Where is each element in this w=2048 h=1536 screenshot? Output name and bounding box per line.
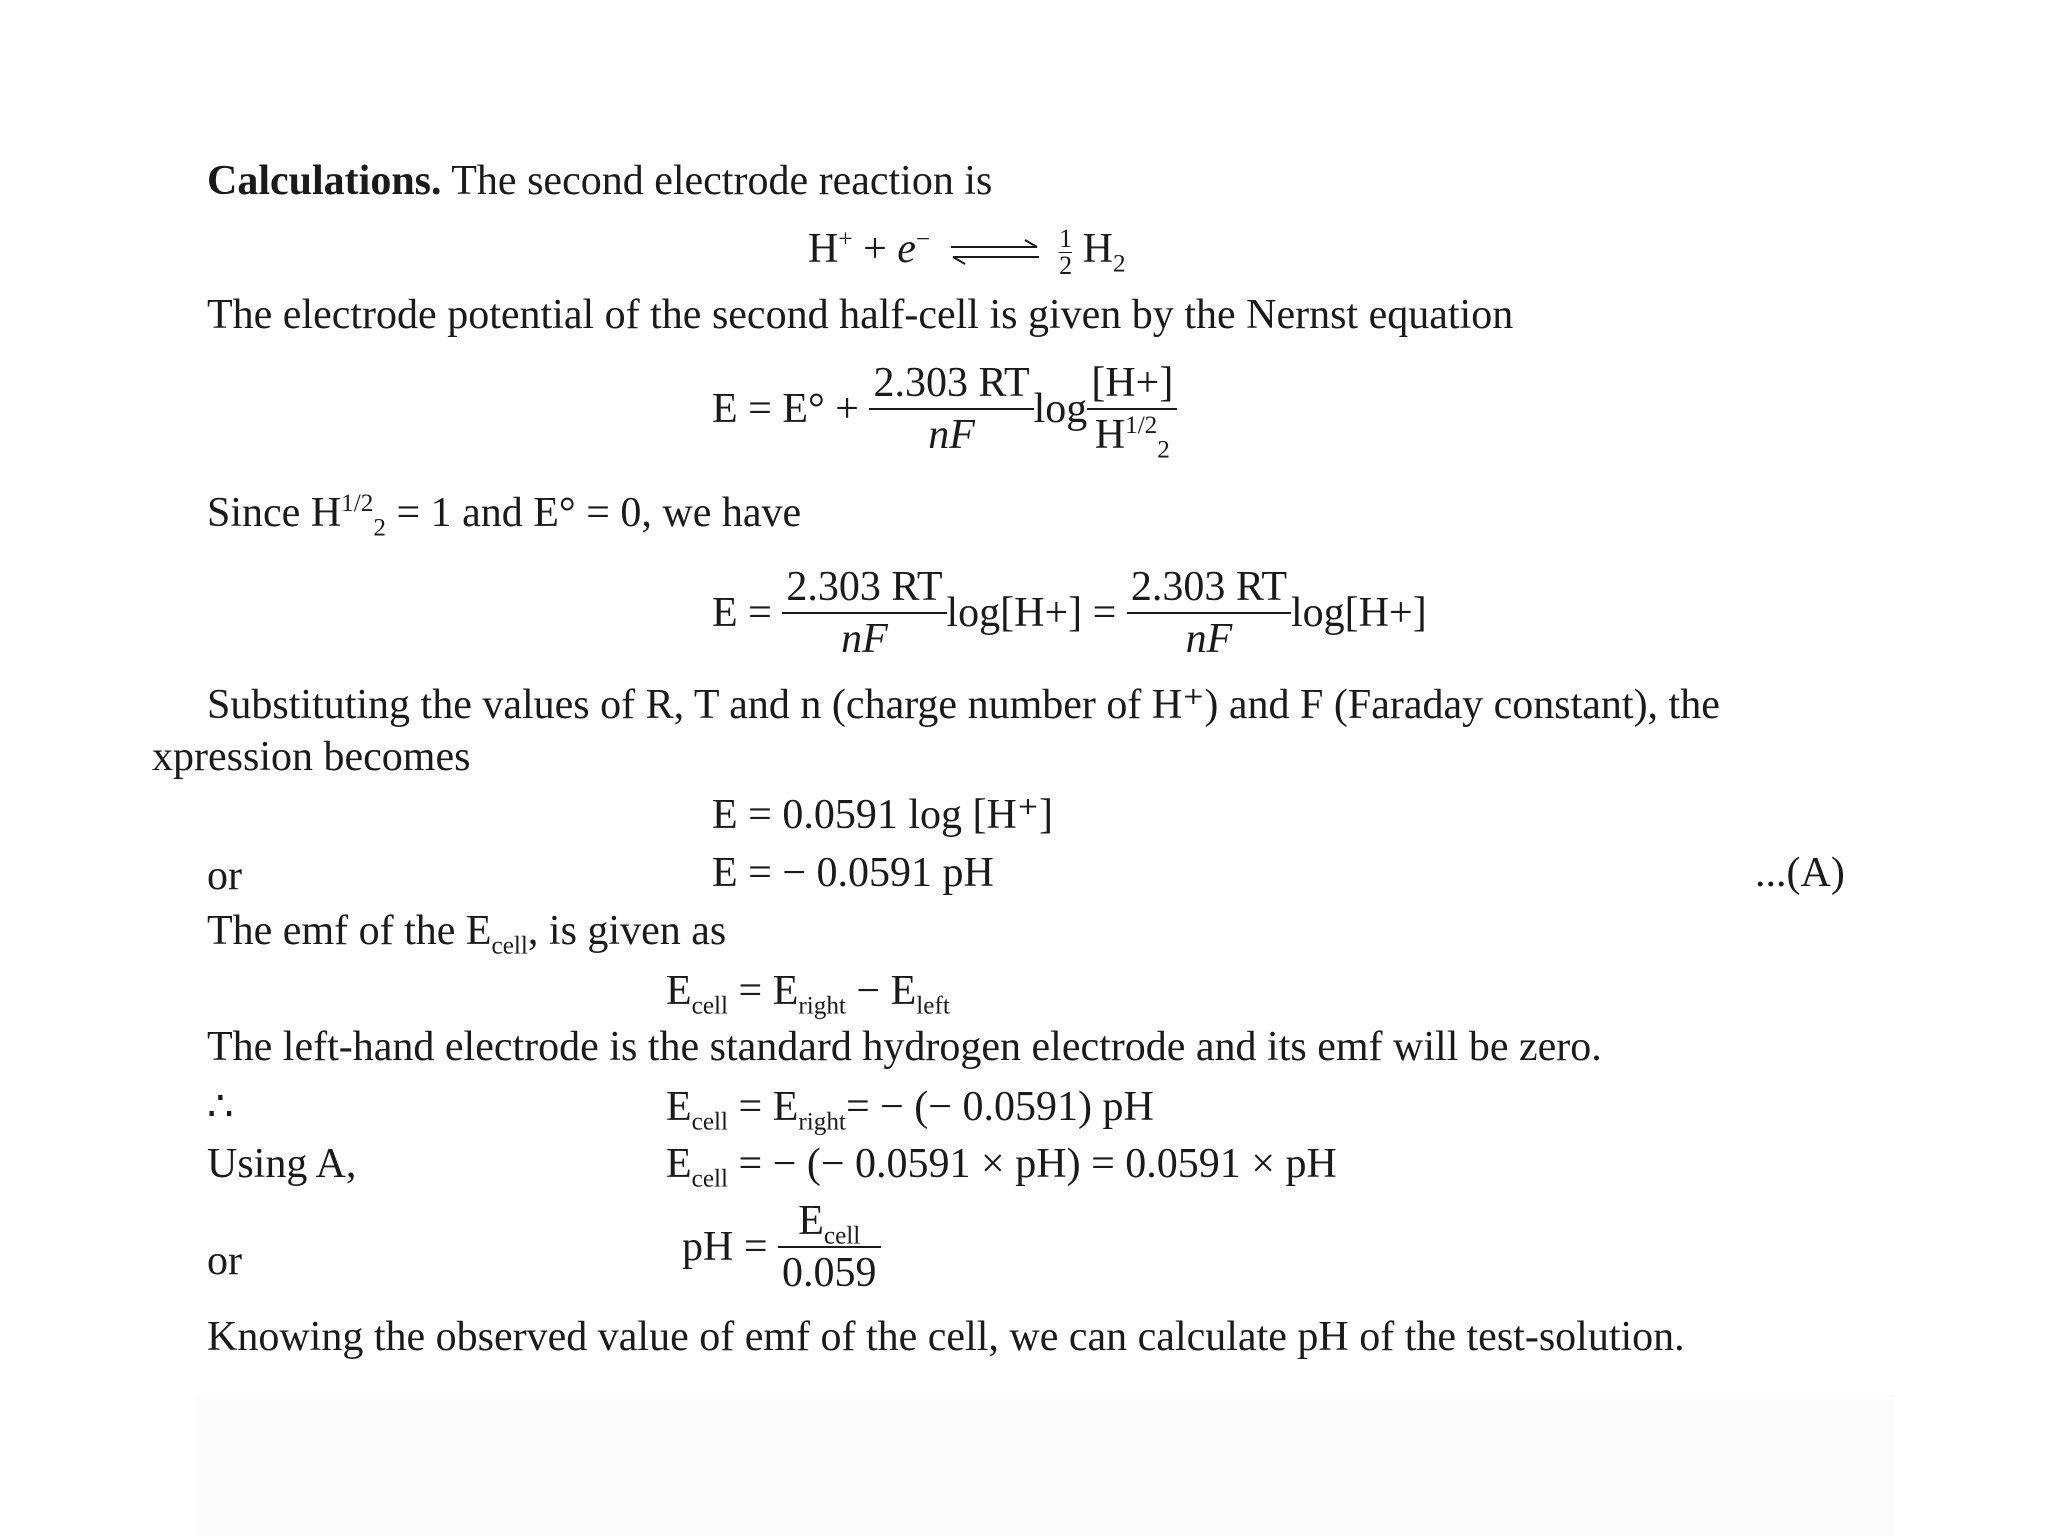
ecell-definition: $E_{cell} = E_{right} - E_{left}$: [666, 968, 950, 1020]
calculations-text: The second electrode reaction is: [451, 158, 993, 204]
substitution-line-2: xpression becomes: [152, 734, 471, 780]
simplified-nernst-equation: E = $\frac{2.303 RT}{nF}$ log[H+] = $\frac{2.303 RT}{nF}$ log[H+]: [712, 564, 1427, 662]
left-hand-electrode-line: The left-hand electrode is the standard hydrogen electrode and its emf will be zero.: [207, 1024, 1602, 1070]
equation-e-ph: E = − 0.0591 pH: [712, 850, 994, 896]
therefore-symbol: ∴: [207, 1084, 234, 1130]
equation-tag-a: ...(A): [1755, 850, 1845, 896]
substitution-line-1: Substituting the values of R, T and n (charge number of H⁺) and F (Faraday constant), the: [207, 682, 1720, 728]
using-a-label: Using A,: [207, 1141, 357, 1187]
or-label-1: or: [207, 853, 242, 899]
emf-line: The emf of the $E_{cell}$, is given as: [207, 908, 727, 960]
calculations-heading: Calculations.: [207, 158, 442, 204]
or-label-2: or: [207, 1238, 242, 1284]
log-argument-fraction: $\frac{[H+]}{H^{1/2}_2}$: [1087, 362, 1177, 456]
ecell-ph-equation: $E_{cell}$ = − (− 0.0591 × pH) = 0.0591 × pH: [666, 1141, 1337, 1193]
page-background: [195, 1395, 1895, 1536]
ph-fraction: $\frac{E_{cell}}{0.059}$: [778, 1200, 881, 1294]
calculations-line: [207, 160, 992, 202]
equation-e-log: E = 0.0591 log [H⁺]: [712, 792, 1053, 838]
nernst-intro-line: The electrode potential of the second half-cell is given by the Nernst equation: [207, 292, 1514, 338]
nernst-fraction: $\frac{2.303 RT}{nF}$: [869, 362, 1033, 456]
conclusion-line: Knowing the observed value of emf of the cell, we can calculate pH of the test-solution.: [207, 1314, 1685, 1360]
equilibrium-arrow-icon: [949, 232, 1041, 274]
ecell-right-equation: $E_{cell} = E_{right}=$ − (− 0.0591) pH: [666, 1084, 1154, 1136]
reaction-equation: H+ + e− $\frac{1}{2}$ $H_2$: [808, 224, 1126, 280]
since-line: Since $H^{1/2}_2 = 1$ and E° = 0, we have: [207, 490, 802, 542]
ph-equation: pH = $\frac{E_{cell}}{0.059}$: [682, 1200, 881, 1294]
one-half-fraction: $\frac{1}{2}$: [1059, 224, 1073, 280]
nernst-equation: E = E° + $\frac{2.303 RT}{nF}$ log $\frac{[H+]}{H^{1/2}_2}$: [712, 362, 1177, 456]
